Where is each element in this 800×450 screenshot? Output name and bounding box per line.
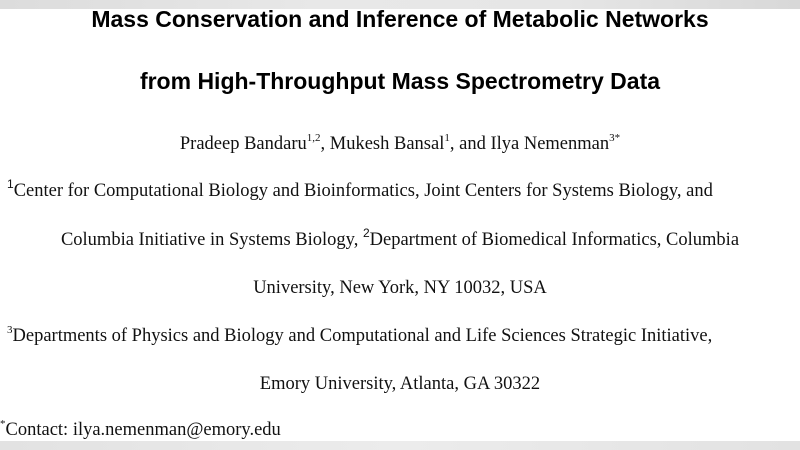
contact-marker: * bbox=[0, 418, 6, 430]
affiliation-text: Center for Computational Biology and Bioinformatics, Joint Centers for Systems Biology, and bbox=[13, 181, 713, 201]
author-affiliation-marker: 1 bbox=[444, 132, 450, 144]
affiliation-marker: 1 bbox=[7, 177, 14, 191]
affiliation-1-2-line bbox=[0, 226, 800, 250]
contact-label: Contact: bbox=[5, 420, 73, 440]
affiliation-text: Department of Biomedical Informatics, Columbia bbox=[369, 230, 740, 250]
affiliation-3-line-2: Emory University, Atlanta, GA 30322 bbox=[259, 374, 541, 394]
affiliation-1-line-1 bbox=[7, 177, 713, 201]
author-name: Pradeep Bandaru bbox=[179, 134, 307, 154]
affiliation-marker: 2 bbox=[362, 226, 370, 240]
affiliation-2-line-2: University, New York, NY 10032, USA bbox=[253, 278, 547, 298]
affiliation-text: Departments of Physics and Biology and Computational and Life Sciences Strategic Initiative, bbox=[12, 326, 713, 346]
author-affiliation-marker: 1,2 bbox=[306, 132, 321, 144]
contact-email-link[interactable]: ilya.nemenman@emory.edu bbox=[72, 420, 281, 440]
paper-title-line-2: from High-Throughput Mass Spectrometry Data bbox=[139, 68, 661, 94]
author-affiliation-marker: 3* bbox=[609, 132, 621, 144]
contact-line bbox=[0, 418, 281, 440]
author-name: Mukesh Bansal bbox=[329, 134, 445, 154]
paper-title-line-1: Mass Conservation and Inference of Metabolic Networks bbox=[91, 6, 709, 32]
author-name: Ilya Nemenman bbox=[490, 134, 610, 154]
affiliation-text: Columbia Initiative in Systems Biology, bbox=[60, 230, 363, 250]
author-separator: , and bbox=[449, 134, 491, 154]
author-separator: , bbox=[320, 134, 330, 154]
affiliation-marker: 3 bbox=[7, 324, 13, 336]
affiliation-3-line-1 bbox=[7, 324, 713, 346]
bottom-edge-shadow bbox=[0, 441, 800, 450]
author-list bbox=[0, 132, 800, 154]
